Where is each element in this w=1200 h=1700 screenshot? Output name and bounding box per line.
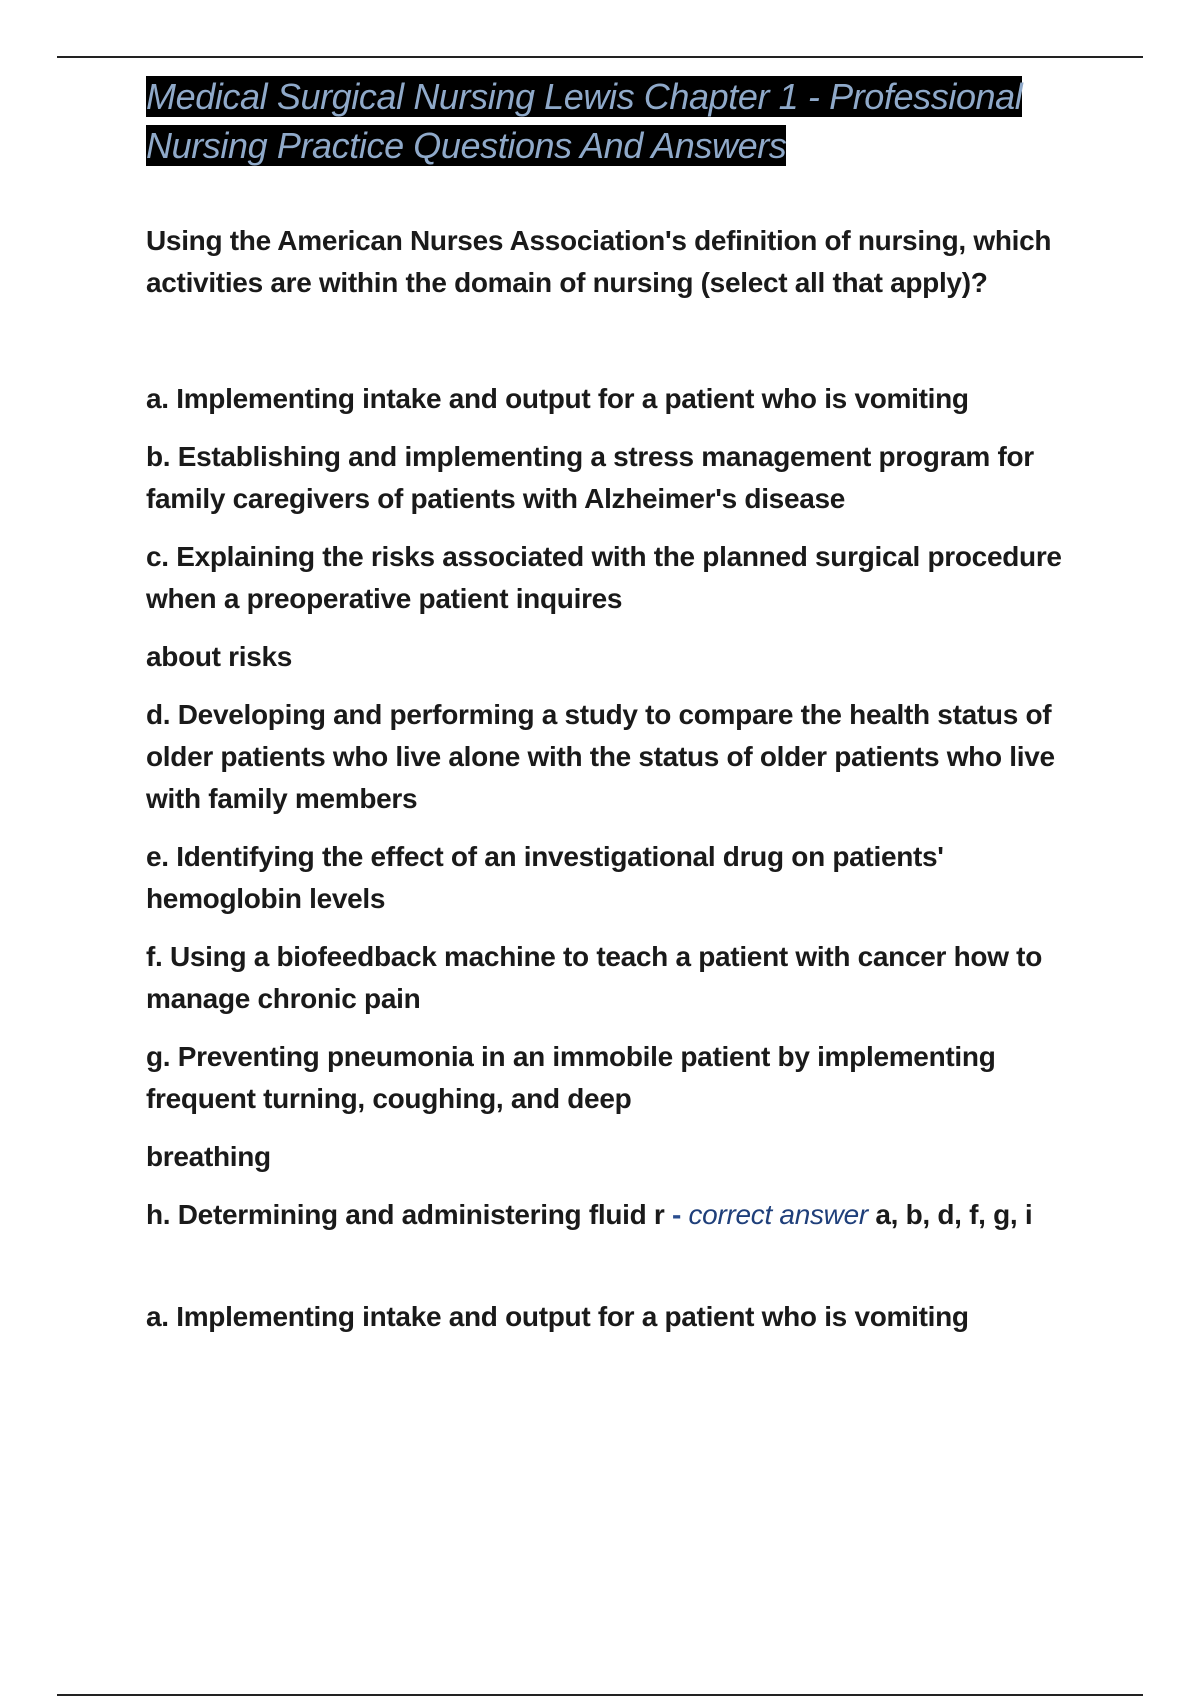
option-e: e. Identifying the effect of an investigational drug on patients' hemoglobin levels xyxy=(146,841,944,914)
bottom-rule xyxy=(57,1694,1143,1696)
top-rule xyxy=(57,56,1143,58)
correct-answer-label: correct answer xyxy=(688,1199,868,1230)
option-g: g. Preventing pneumonia in an immobile patient by implementing frequent turning, coughing, and deep xyxy=(146,1041,996,1114)
option-d: d. Developing and performing a study to compare the health status of older patients who live alone with the status of older patients who live with family members xyxy=(146,699,1055,814)
question-text: Using the American Nurses Association's definition of nursing, which activities are within the domain of nursing (select all that apply)? xyxy=(146,225,1052,298)
option-a: a. Implementing intake and output for a patient who is vomiting xyxy=(146,383,969,414)
document-title xyxy=(146,72,1086,170)
title-text: Medical Surgical Nursing Lewis Chapter 1 - Professional Nursing Practice Questions And Answers xyxy=(146,76,1023,166)
option-b: b. Establishing and implementing a stress management program for family caregivers of patients with Alzheimer's disease xyxy=(146,441,1034,514)
option-c: c. Explaining the risks associated with the planned surgical procedure when a preoperative patient inquires xyxy=(146,541,1062,614)
document-body xyxy=(146,72,1086,1354)
option-c-continued: about risks xyxy=(146,641,293,672)
correct-answer-value: a, b, d, f, g, i xyxy=(867,1199,1033,1230)
option-g-continued: breathing xyxy=(146,1141,271,1172)
option-f: f. Using a biofeedback machine to teach a patient with cancer how to manage chronic pain xyxy=(146,941,1042,1014)
option-h-text: h. Determining and administering fluid r xyxy=(146,1199,665,1230)
answer-separator: - xyxy=(664,1199,689,1230)
repeated-option-a: a. Implementing intake and output for a patient who is vomiting xyxy=(146,1301,969,1332)
options-list xyxy=(146,378,1086,1236)
answer-line xyxy=(146,1194,1086,1236)
